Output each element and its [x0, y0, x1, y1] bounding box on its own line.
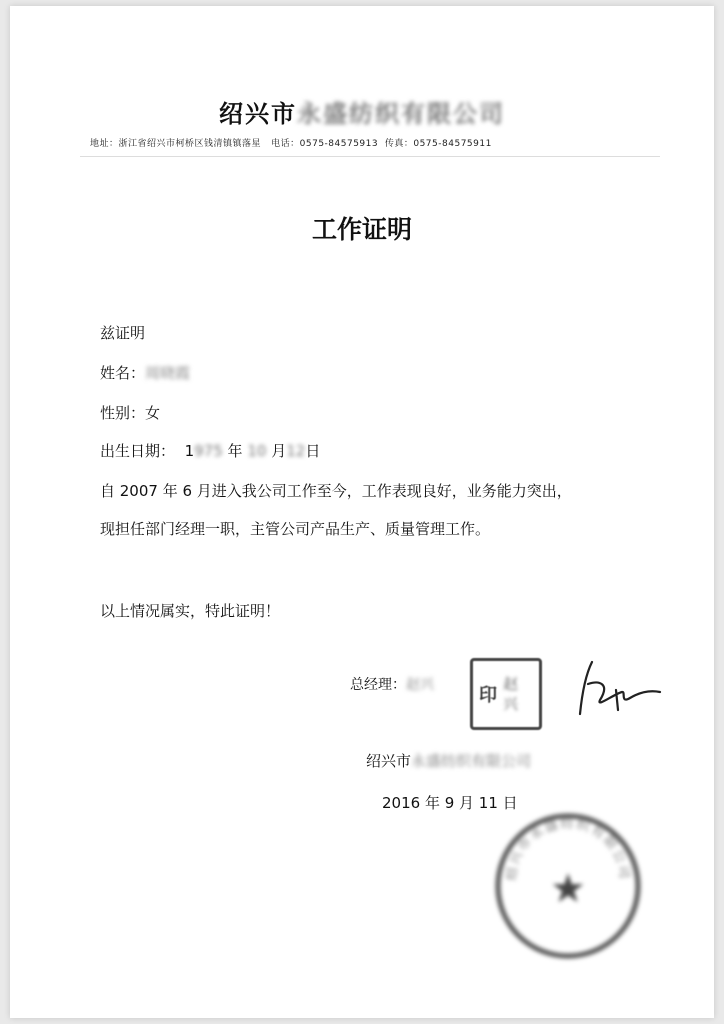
personal-seal-stamp	[470, 658, 542, 730]
address-value: 浙江省绍兴市柯桥区钱清镇镇落星	[118, 139, 262, 149]
document-title: 工作证明	[311, 215, 412, 244]
phone-value: 0575-84575913	[299, 139, 379, 149]
dob-line	[100, 440, 320, 461]
name-label: 姓名：	[100, 364, 146, 382]
dob-label: 出生日期：	[100, 442, 176, 460]
stamp-name-chars	[503, 674, 518, 714]
company-name-blurred: 永盛纺织有限公司	[411, 752, 532, 770]
body-line-2: 现担任部门经理一职，主管公司产品生产、质量管理工作。	[100, 520, 491, 538]
company-seal	[488, 806, 648, 966]
manager-signature-line	[350, 674, 434, 694]
name-line	[100, 362, 190, 383]
document-page	[10, 6, 714, 1018]
fax-label: 传真：	[384, 139, 414, 149]
dob-prefix: 1	[184, 442, 195, 460]
gender-value: 女	[145, 404, 161, 422]
body-line-1: 自 2007 年 6 月进入我公司工作至今，工作表现良好，业务能力突出，	[100, 482, 572, 500]
dob-month-blurred: 10	[247, 442, 267, 460]
name-value-blurred: 周晓霞	[145, 364, 191, 382]
letterhead-divider	[80, 156, 660, 157]
manager-name-blurred: 赵兴	[406, 677, 434, 693]
letterhead-city: 绍兴市	[219, 99, 297, 128]
company-signature-line	[366, 750, 531, 771]
handwritten-signature	[570, 654, 670, 724]
dob-day-blurred: 12	[286, 442, 306, 460]
letterhead-company-blurred: 永盛纺织有限公司	[297, 99, 505, 128]
dob-day-char: 日	[305, 442, 321, 460]
closing-line: 以上情况属实，特此证明！	[100, 602, 281, 620]
dob-year-blurred: 975	[194, 442, 223, 460]
intro-line: 兹证明	[100, 324, 146, 342]
issue-date: 2016 年 9 月 11 日	[382, 794, 518, 812]
gender-label: 性别：	[100, 404, 146, 422]
dob-month-char: 月	[271, 442, 287, 460]
gender-line	[100, 402, 160, 423]
dob-year-char: 年	[227, 442, 243, 460]
letterhead-company-name	[10, 94, 714, 129]
manager-label: 总经理：	[350, 677, 406, 693]
letterhead-contact	[90, 136, 650, 149]
stamp-yin-char: 印	[479, 685, 497, 706]
stamp-name-char-2: 兴	[503, 695, 519, 713]
fax-value: 0575-84575911	[413, 139, 492, 149]
seal-ring-text: 绍兴市永盛纺织有限公司	[504, 816, 632, 882]
seal-star-icon: ★	[550, 866, 586, 912]
stamp-name-char-1: 赵	[503, 675, 519, 693]
address-label: 地址：	[90, 139, 119, 149]
phone-label: 电话：	[271, 139, 300, 149]
company-city: 绍兴市	[366, 752, 412, 770]
